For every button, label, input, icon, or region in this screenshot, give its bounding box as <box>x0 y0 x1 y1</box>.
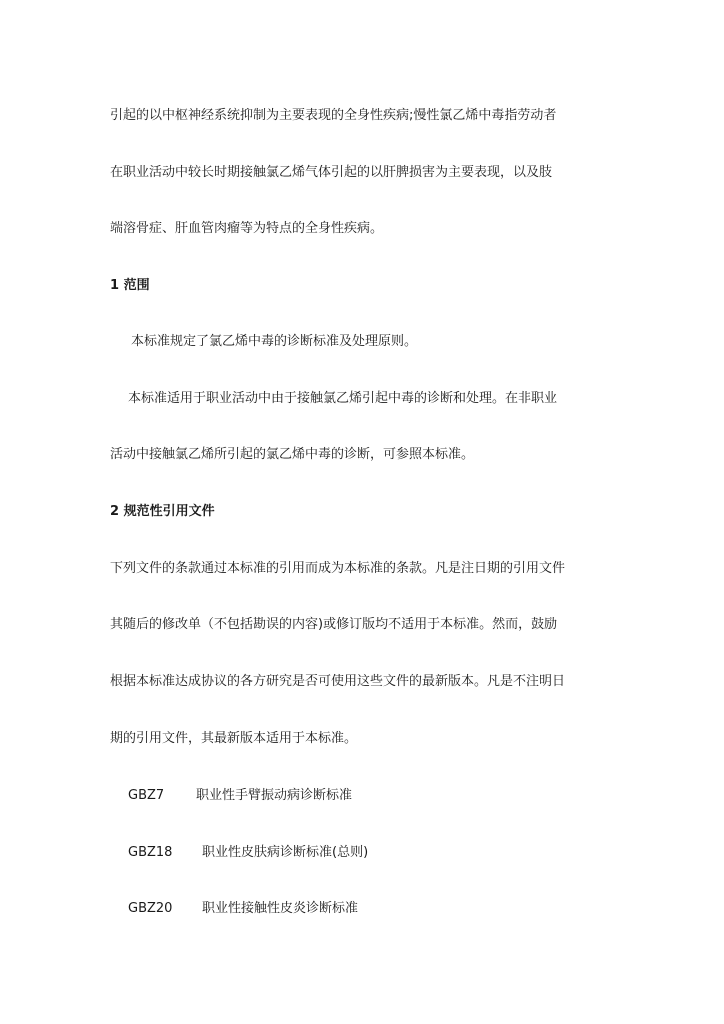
section-heading-scope: 1 范围 <box>110 278 150 293</box>
body-text-line: 下列文件的条款通过本标准的引用而成为本标准的条款。凡是注日期的引用文件 <box>110 561 566 576</box>
body-text-line: 端溶骨症、肝血管肉瘤等为特点的全身性疾病。 <box>110 221 384 236</box>
reference-code: GBZ18 <box>128 845 173 860</box>
body-text-line: 活动中接触氯乙烯所引起的氯乙烯中毒的诊断，可参照本标准。 <box>110 447 475 462</box>
reference-code: GBZ7 <box>128 788 165 803</box>
reference-item <box>128 845 368 861</box>
body-text-line: 本标准适用于职业活动中由于接触氯乙烯引起中毒的诊断和处理。在非职业 <box>128 391 558 406</box>
reference-title: 职业性接触性皮炎诊断标准 <box>202 901 359 916</box>
section-heading-references: 2 规范性引用文件 <box>110 504 215 519</box>
body-text-line: 根据本标准达成协议的各方研究是否可使用这些文件的最新版本。凡是不注明日 <box>110 674 566 689</box>
body-text-line: 引起的以中枢神经系统抑制为主要表现的全身性疾病;慢性氯乙烯中毒指劳动者 <box>110 108 557 123</box>
reference-item <box>128 901 358 917</box>
body-text-line: 本标准规定了氯乙烯中毒的诊断标准及处理原则。 <box>131 334 418 349</box>
reference-code: GBZ20 <box>128 901 173 916</box>
body-text-line: 期的引用文件，其最新版本适用于本标准。 <box>110 731 358 746</box>
body-text-line: 在职业活动中较长时期接触氯乙烯气体引起的以肝脾损害为主要表现，以及肢 <box>110 165 553 180</box>
body-text-line: 其随后的修改单（不包括勘误的内容)或修订版均不适用于本标准。然而，鼓励 <box>110 617 558 632</box>
reference-item <box>128 788 352 804</box>
reference-title: 职业性手臂振动病诊断标准 <box>196 788 353 803</box>
reference-title: 职业性皮肤病诊断标准(总则) <box>202 845 369 860</box>
